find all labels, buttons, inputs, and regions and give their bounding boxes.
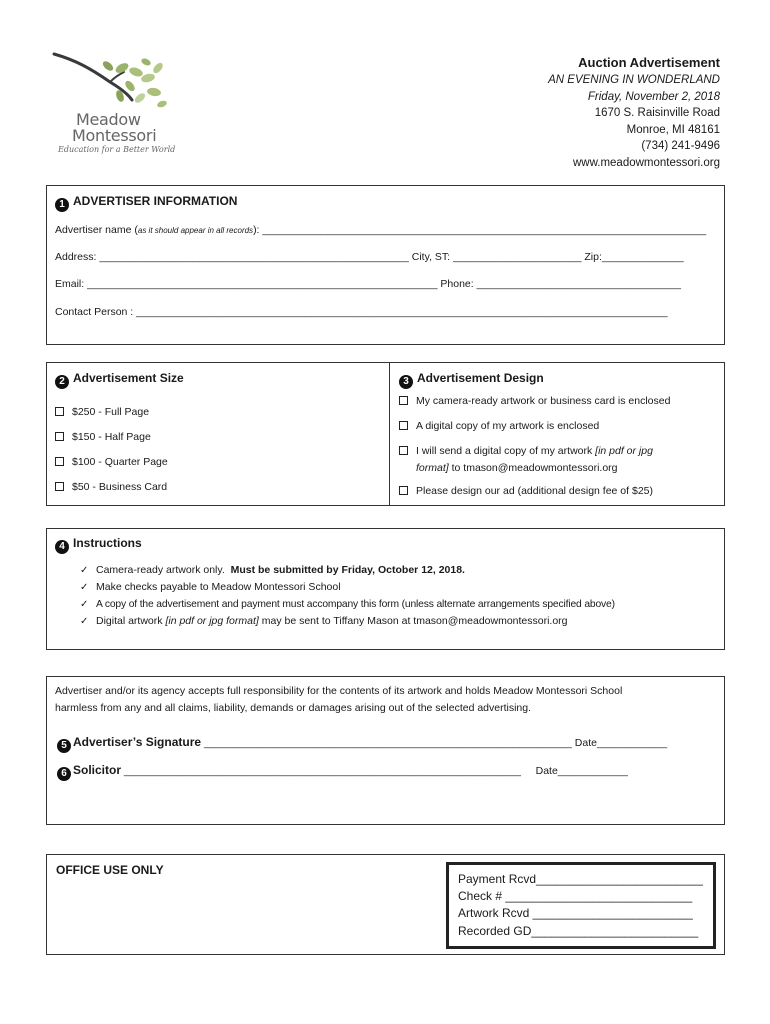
contact-person-field[interactable]: Contact Person : ___________________________________________________________________________________________	[55, 306, 668, 318]
design-option-camera-ready[interactable]: My camera-ready artwork or business card is enclosed	[399, 395, 710, 407]
event-date: Friday, November 2, 2018	[587, 90, 720, 103]
design-option-please-design[interactable]: Please design our ad (additional design fee of $25)	[399, 485, 710, 497]
artwork-received-field[interactable]: Artwork Rcvd ________________________	[458, 906, 693, 921]
section-title: Advertisement Design	[417, 371, 544, 385]
section-number-badge: 6	[57, 767, 71, 781]
instruction-item: ✓ Digital artwork [in pdf or jpg format] may be sent to Tiffany Mason at tmason@meadowmontessori.org	[80, 615, 568, 627]
instruction-item: ✓ A copy of the advertisement and payment must accompany this form (unless alternate arrangements specified above)	[80, 599, 615, 610]
size-option-full-page[interactable]: $250 - Full Page	[55, 406, 149, 418]
checkbox[interactable]	[55, 432, 64, 441]
section-number-badge: 5	[57, 739, 71, 753]
section-title: Advertisement Size	[73, 371, 184, 385]
size-design-section	[46, 362, 725, 506]
section-title: Instructions	[73, 536, 142, 550]
office-use-title: OFFICE USE ONLY	[56, 863, 164, 877]
checkbox[interactable]	[55, 407, 64, 416]
logo-name-line1: Meadow	[76, 110, 141, 129]
recorded-gd-field[interactable]: Recorded GD_________________________	[458, 923, 699, 938]
section-title: ADVERTISER INFORMATION	[73, 194, 238, 208]
instruction-item: ✓ Camera-ready artwork only. Must be submitted by Friday, October 12, 2018.	[80, 564, 465, 576]
design-option-send-digital[interactable]: I will send a digital copy of my artwork [in pdf or jpg	[399, 445, 710, 457]
column-divider	[389, 363, 390, 505]
advertiser-information-section	[46, 185, 725, 345]
event-header	[548, 54, 720, 172]
address-field[interactable]: Address: _____________________________________________________ City, ST: ______________________ Zip:______________	[55, 251, 684, 263]
advertiser-name-field[interactable]: Advertiser name (as it should appear in all records): ____________________________________________________________________________	[55, 224, 707, 236]
section-number-badge: 1	[55, 198, 69, 212]
phone: (734) 241-9496	[641, 140, 720, 153]
check-number-field[interactable]: Check # ____________________________	[458, 889, 693, 904]
checkbox[interactable]	[399, 486, 408, 495]
address-line2: Monroe, MI 48161	[626, 123, 720, 136]
agreement-text: Advertiser and/or its agency accepts full responsibility for the contents of its artwork and holds Meadow Montessori School	[55, 685, 623, 697]
checkbox[interactable]	[55, 482, 64, 491]
size-option-business-card[interactable]: $50 - Business Card	[55, 481, 167, 493]
event-name: AN EVENING IN WONDERLAND	[548, 74, 720, 86]
checkmark-icon: ✓	[80, 616, 89, 627]
instruction-item: ✓ Make checks payable to Meadow Montessori School	[80, 581, 341, 593]
instructions-section	[46, 528, 725, 650]
agreement-section	[46, 676, 725, 825]
payment-received-field[interactable]: Payment Rcvd_________________________	[458, 872, 703, 886]
checkmark-icon: ✓	[80, 599, 89, 610]
email-phone-field[interactable]: Email: ____________________________________________________________ Phone: ___________________________________	[55, 278, 681, 290]
checkbox[interactable]	[55, 457, 64, 466]
checkmark-icon: ✓	[80, 565, 89, 576]
size-option-half-page[interactable]: $150 - Half Page	[55, 431, 151, 443]
logo-name-line2: Montessori	[72, 126, 157, 145]
agreement-text: harmless from any and all claims, liability, demands or damages arising out of the selected advertising.	[55, 702, 532, 714]
section-number-badge: 2	[55, 375, 69, 389]
advertiser-signature-field[interactable]: 5 Advertiser’s Signature _______________________________________________________________ Date____________	[57, 735, 710, 753]
form-title: Auction Advertisement	[578, 55, 720, 70]
section-number-badge: 4	[55, 540, 69, 554]
size-option-quarter-page[interactable]: $100 - Quarter Page	[55, 456, 168, 468]
solicitor-field[interactable]: 6 Solicitor ____________________________________________________________________ Date____________	[57, 763, 710, 781]
office-use-section	[46, 854, 725, 955]
office-use-box	[446, 862, 716, 949]
checkbox[interactable]	[399, 421, 408, 430]
design-option-send-digital-cont: format] to tmason@meadowmontessori.org	[416, 462, 618, 474]
design-option-digital-enclosed[interactable]: A digital copy of my artwork is enclosed	[399, 420, 710, 432]
logo-tagline: Education for a Better World	[58, 145, 176, 154]
website: www.meadowmontessori.org	[572, 156, 720, 169]
checkbox[interactable]	[399, 396, 408, 405]
checkbox[interactable]	[399, 446, 408, 455]
checkmark-icon: ✓	[80, 582, 89, 593]
section-number-badge: 3	[399, 375, 413, 389]
address-line1: 1670 S. Raisinville Road	[594, 107, 720, 120]
